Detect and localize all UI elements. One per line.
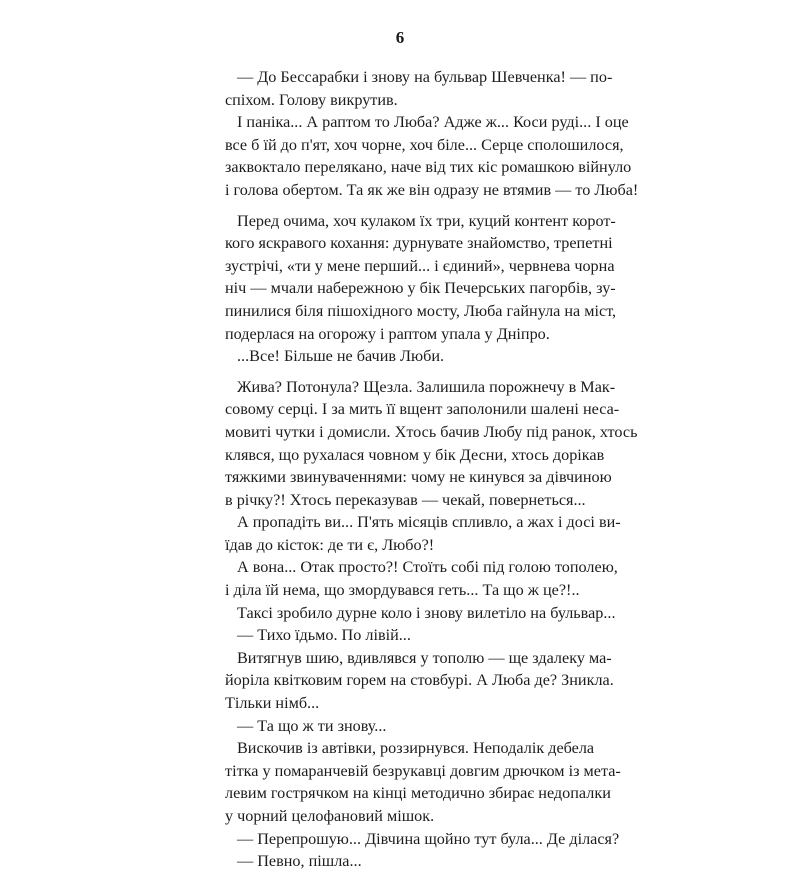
text-line: їдав до кісток: де ти є, Любо?! xyxy=(225,535,435,554)
text-line: подерлася на огорожу і раптом упала у Дніпро. xyxy=(225,324,550,343)
text-line: заквоктало перелякано, наче від тих кіс ромашкою війнуло xyxy=(225,158,632,177)
text-line: Вискочив із автівки, роззирнувся. Неподалік дебела xyxy=(237,739,595,758)
text-line: ...Все! Більше не бачив Люби. xyxy=(237,347,445,366)
text-line: Витягнув шию, вдивлявся у тополю — ще здалеку ма- xyxy=(237,648,612,667)
text-line: Тільки німб... xyxy=(225,694,320,713)
text-line: йоріла квітковим горем на стовбурі. А Люба де? Зникла. xyxy=(225,671,614,690)
text-line: тітка у помаранчевій безрукавці довгим дрючком із мета- xyxy=(225,761,621,780)
text-line: у чорний целофановий мішок. xyxy=(225,807,435,825)
paragraph xyxy=(225,602,616,625)
text-line: Жива? Потонула? Щезла. Залишила порожнечу в Мак- xyxy=(237,377,616,396)
text-line: — До Бессарабки і знову на бульвар Шевченка! — по- xyxy=(237,68,613,86)
text-line: і діла їй нема, що змордувався геть... Та що ж це?!.. xyxy=(225,581,580,600)
paragraph xyxy=(225,828,620,851)
text-line: тяжкими звинуваченнями: чому не кинувся за дівчиною xyxy=(225,468,612,487)
text-line: клявся, що рухалася човном у бік Десни, хтось дорікав xyxy=(225,445,605,464)
text-line: совому серці. І за мить її вщент заполонили шалені неса- xyxy=(225,400,620,419)
text-line: зустрічі, «ти у мене перший... і єдиний», червнева чорна xyxy=(225,256,615,275)
text-line: і голова обертом. Та як же він одразу не втямив — то Люба! xyxy=(225,180,639,199)
paragraph xyxy=(225,376,638,512)
text-line: А вона... Отак просто?! Стоїть собі під голою тополею, xyxy=(237,558,618,577)
paragraph xyxy=(225,210,617,346)
paragraph xyxy=(225,111,639,201)
text-line: — Та що ж ти знову... xyxy=(237,716,387,735)
text-line: спіхом. Голову викрутив. xyxy=(225,90,398,109)
paragraph xyxy=(225,715,583,738)
text-line: — Тихо їдьмо. По лівій... xyxy=(237,626,411,645)
text-line: мовиті чутки і домисли. Хтось бачив Любу під ранок, хтось xyxy=(225,422,638,441)
text-line: — Перепрошую... Дівчина щойно тут була... Де ділася? xyxy=(237,829,620,848)
paragraph xyxy=(225,624,583,647)
paragraph xyxy=(225,511,621,556)
text-line: все б їй до п'ят, хоч чорне, хоч біле... Серце сполошилося, xyxy=(225,135,624,154)
page-number: 6 xyxy=(395,28,405,47)
text-line: Перед очима, хоч кулаком їх три, куций контент корот- xyxy=(237,211,616,230)
body-text xyxy=(225,66,639,873)
paragraph xyxy=(225,345,583,368)
text-line: левим гострячком на кінці методично збирає недопалки xyxy=(225,784,611,803)
paragraph xyxy=(225,66,613,111)
paragraph xyxy=(225,737,621,827)
paragraph xyxy=(225,850,583,873)
text-line: А пропадіть ви... П'ять місяців спливло, а жах і досі ви- xyxy=(237,513,621,532)
paragraph xyxy=(225,556,618,601)
text-line: пинилися біля пішохідного мосту, Люба гайнула на міст, xyxy=(225,301,617,320)
text-line: в річку?! Хтось переказував — чекай, повернеться... xyxy=(225,490,586,509)
text-line: І паніка... А раптом то Люба? Адже ж... Коси руді... І оце xyxy=(237,113,629,132)
text-line: ніч — мчали набережною у бік Печерських пагорбів, зу- xyxy=(225,279,616,298)
text-line: — Певно, пішла... xyxy=(237,852,362,871)
text-line: кого яскравого кохання: дурнувате знайомство, трепетні xyxy=(225,234,613,253)
paragraph xyxy=(225,647,614,715)
text-line: Таксі зробило дурне коло і знову вилетіло на бульвар... xyxy=(237,603,616,622)
